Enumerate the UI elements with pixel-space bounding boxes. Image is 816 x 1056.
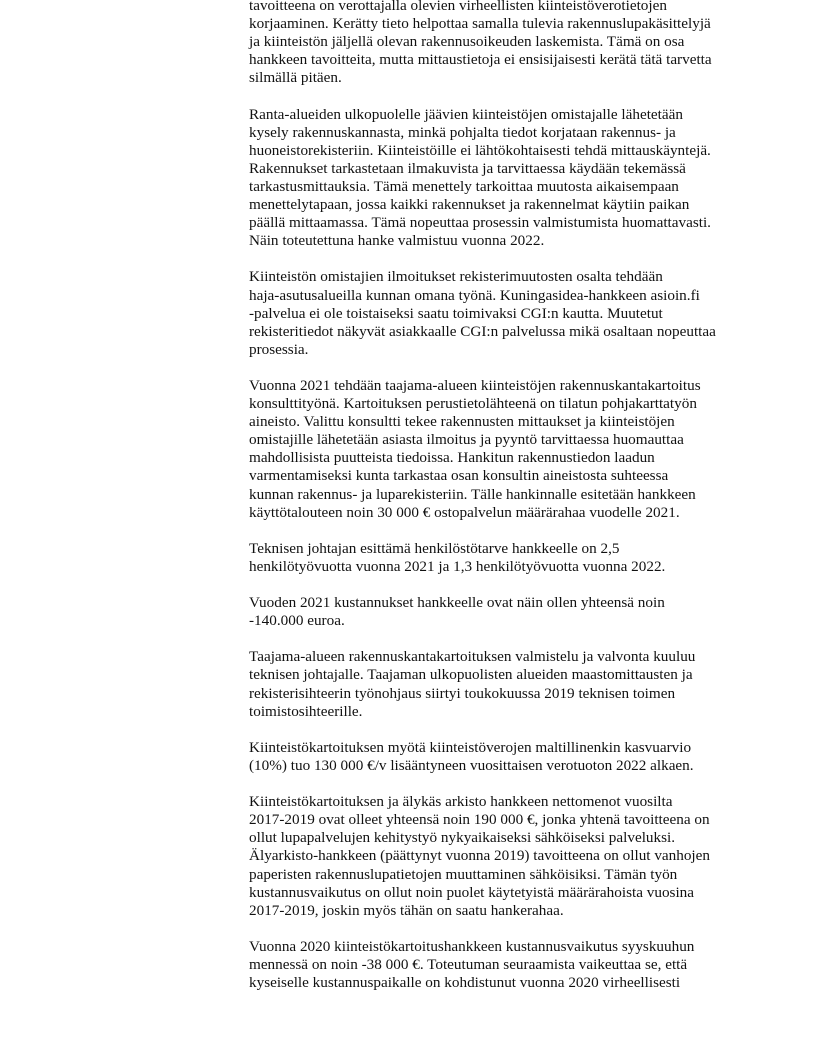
paragraph — [249, 938, 789, 992]
paragraph — [249, 594, 789, 630]
text-line: huoneistorekisteriin. Kiinteistöille ei lähtökohtaisesti tehdä mittauskäyntejä. — [249, 141, 711, 159]
text-line: Älyarkisto-hankkeen (päättynyt vuonna 2019) tavoitteena on ollut vanhojen — [249, 847, 710, 865]
text-line: silmällä pitäen. — [249, 69, 342, 87]
text-line: 2017-2019 ovat olleet yhteensä noin 190 000 €, jonka yhtenä tavoitteena on — [249, 811, 710, 829]
text-line: ollut lupapalvelujen kehitystyö nykyaikaiseksi sähköiseksi palveluksi. — [249, 829, 676, 847]
text-line: kysely rakennuskannasta, minkä pohjalta tiedot korjataan rakennus- ja — [249, 123, 676, 141]
paragraph — [249, 0, 789, 87]
text-line: ja kiinteistön jäljellä olevan rakennusoikeuden laskemista. Tämä on osa — [249, 33, 685, 51]
text-line: teknisen johtajalle. Taajaman ulkopuolisten alueiden maastomittausten ja — [249, 666, 693, 684]
text-line: omistajille lähetetään asiasta ilmoitus ja pyyntö tarvittaessa huomauttaa — [249, 431, 684, 449]
text-line: haja-asutusalueilla kunnan omana työnä. Kuningasidea-hankkeen asioin.fi — [249, 286, 700, 304]
text-line: paperisten rakennuslupatietojen muuttaminen sähköisiksi. Tämän työn — [249, 865, 678, 883]
text-line: rekisterisihteerin työnohjaus siirtyi toukokuussa 2019 teknisen toimen — [249, 684, 676, 702]
text-line: käyttötalouteen noin 30 000 € ostopalvelun määrärahaa vuodelle 2021. — [249, 503, 680, 521]
text-line: tarkastusmittauksia. Tämä menettely tarkoittaa muutosta aikaisempaan — [249, 177, 679, 195]
text-line: kustannusvaikutus on ollut noin puolet käytetyistä määrärahoista vuosina — [249, 883, 694, 901]
paragraph — [249, 268, 789, 358]
document-page — [249, 0, 789, 1010]
text-line: kunnan rakennus- ja luparekisteriin. Tälle hankinnalle esitetään hankkeen — [249, 485, 696, 503]
text-line: aineisto. Valittu konsultti tekee rakennusten mittaukset ja kiinteistöjen — [249, 413, 675, 431]
text-line: henkilötyövuotta vuonna 2021 ja 1,3 henkilötyövuotta vuonna 2022. — [249, 557, 666, 575]
text-line: Vuonna 2021 tehdään taajama-alueen kiinteistöjen rakennuskantakartoitus — [249, 376, 701, 394]
text-line: Teknisen johtajan esittämä henkilöstötarve hankkeelle on 2,5 — [249, 539, 620, 557]
text-line: toimistosihteerille. — [249, 702, 363, 720]
paragraph — [249, 377, 789, 522]
text-line: 2017-2019, joskin myös tähän on saatu hankerahaa. — [249, 901, 564, 919]
text-line: Ranta-alueiden ulkopuolelle jäävien kiinteistöjen omistajalle lähetetään — [249, 105, 683, 123]
text-line: Vuonna 2020 kiinteistökartoitushankkeen kustannusvaikutus syyskuuhun — [249, 937, 695, 955]
text-line: rekisteritiedot näkyvät asiakkaalle CGI:n palvelussa mikä osaltaan nopeuttaa — [249, 322, 716, 340]
text-line: Kiinteistön omistajien ilmoitukset rekisterimuutosten osalta tehdään — [249, 268, 663, 286]
text-line: (10%) tuo 130 000 €/v lisääntyneen vuosittaisen verotuoton 2022 alkaen. — [249, 756, 694, 774]
text-line: mahdollisista puutteista tiedoissa. Hankitun rakennustiedon laadun — [249, 449, 655, 467]
text-line: korjaaminen. Kerätty tieto helpottaa samalla tulevia rakennuslupakäsittelyjä — [249, 15, 711, 33]
text-line: varmentamiseksi kunta tarkastaa osan konsultin aineistosta suhteessa — [249, 467, 669, 485]
text-line: Kiinteistökartoituksen myötä kiinteistöverojen maltillinenkin kasvuarvio — [249, 738, 692, 756]
text-line: tavoitteena on verottajalla olevien virheellisten kiinteistöverotietojen — [249, 0, 667, 14]
text-line: päällä mittaamassa. Tämä nopeuttaa prosessin valmistumista huomattavasti. — [249, 214, 711, 232]
text-line: konsulttityönä. Kartoituksen perustietolähteenä on tilatun pohjakarttatyön — [249, 395, 697, 413]
text-line: -palvelua ei ole toistaiseksi saatu toimivaksi CGI:n kautta. Muutetut — [249, 304, 663, 322]
paragraph — [249, 739, 789, 775]
text-line: menettelytapaan, jossa kaikki rakennukset ja rakennelmat käytiin paikan — [249, 196, 690, 214]
text-line: Taajama-alueen rakennuskantakartoituksen valmistelu ja valvonta kuuluu — [249, 648, 696, 666]
paragraph — [249, 648, 789, 720]
paragraph — [249, 106, 789, 251]
text-line: hankkeen tavoitteita, mutta mittaustietoja ei ensisijaisesti kerätä tätä tarvetta — [249, 51, 712, 69]
text-line: -140.000 euroa. — [249, 612, 345, 630]
text-line: prosessia. — [249, 340, 309, 358]
text-line: Rakennukset tarkastetaan ilmakuvista ja tarvittaessa käydään tekemässä — [249, 159, 686, 177]
text-line: mennessä on noin -38 000 €. Toteutuman seuraamista vaikeuttaa se, että — [249, 955, 688, 973]
text-line: kyseiselle kustannuspaikalle on kohdistunut vuonna 2020 virheellisesti — [249, 974, 681, 992]
text-line: Kiinteistökartoituksen ja älykäs arkisto hankkeen nettomenot vuosilta — [249, 793, 673, 811]
text-line: Näin toteutettuna hanke valmistuu vuonna 2022. — [249, 232, 545, 250]
text-line: Vuoden 2021 kustannukset hankkeelle ovat näin ollen yhteensä noin — [249, 594, 665, 612]
paragraph — [249, 540, 789, 576]
paragraph — [249, 793, 789, 920]
